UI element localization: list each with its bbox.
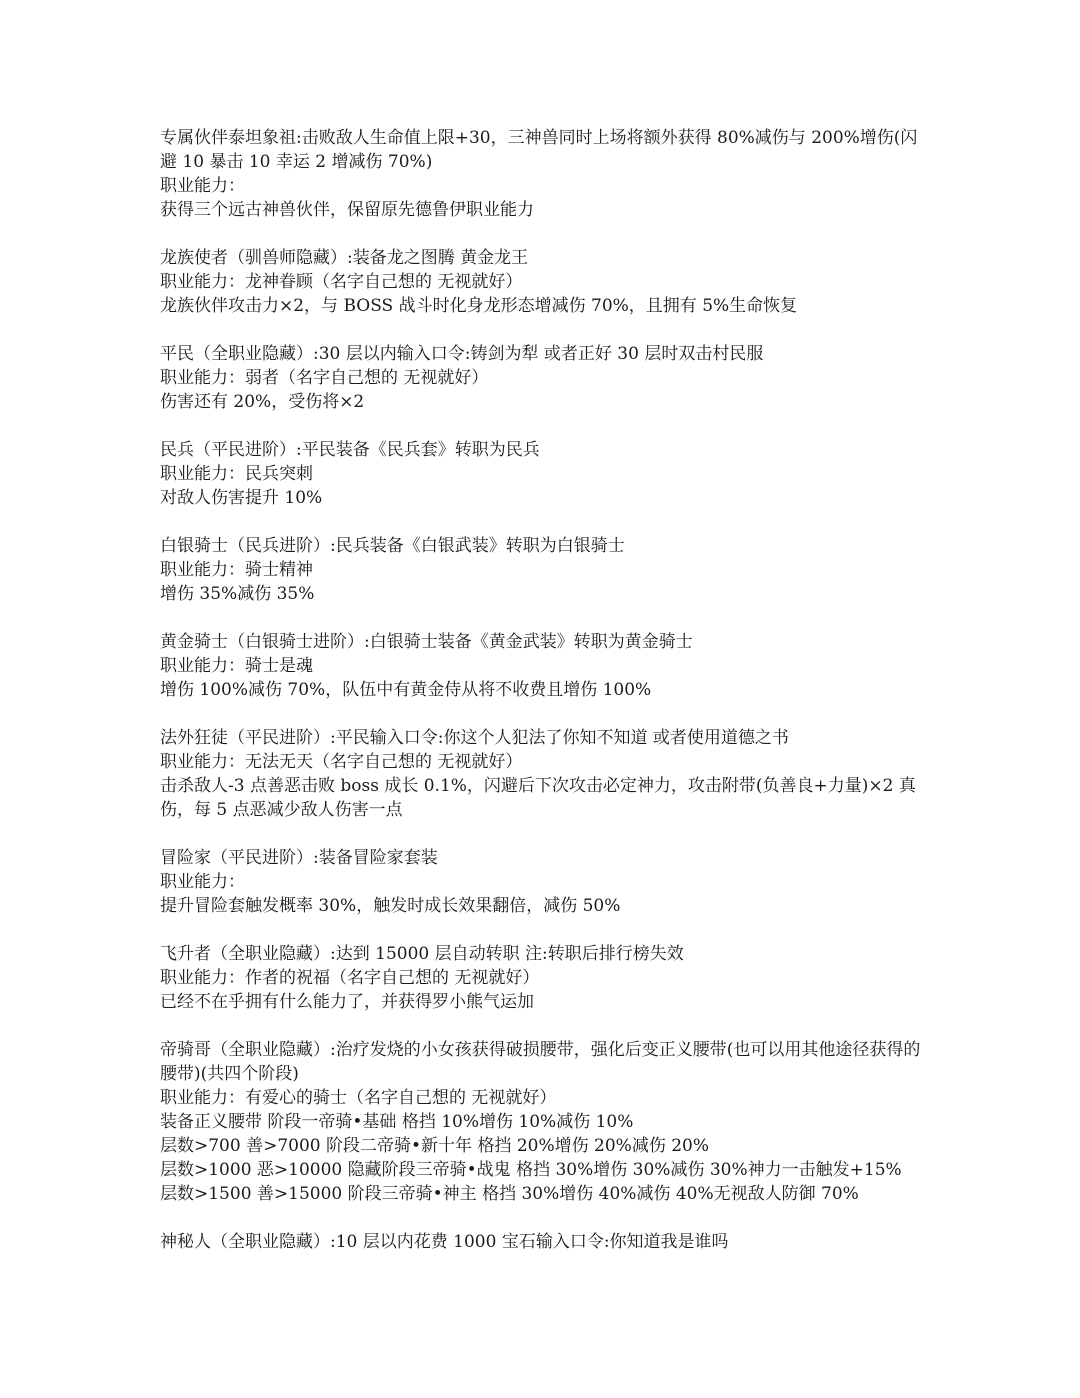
stage-line: 层数>700 善>7000 阶段二帝骑•新十年 格挡 20%增伤 20%减伤 20% xyxy=(160,1136,710,1156)
entry-heading: 法外狂徒（平民进阶）:平民输入口令:你这个人犯法了你知不知道 或者使用道德之书 xyxy=(160,728,789,748)
ability-label: 职业能力：龙神眷顾（名字自己想的 无视就好） xyxy=(160,272,523,292)
entry-ascender xyxy=(160,942,930,1014)
entry-heading: 冒险家（平民进阶）:装备冒险家套装 xyxy=(160,848,438,868)
entry-heading: 平民（全职业隐藏）:30 层以内输入口令:铸剑为犁 或者正好 30 层时双击村民服 xyxy=(160,344,764,364)
entry-titan-partner xyxy=(160,126,930,222)
entry-heading: 神秘人（全职业隐藏）:10 层以内花费 1000 宝石输入口令:你知道我是谁吗 xyxy=(160,1232,729,1252)
entry-gold-knight xyxy=(160,630,930,702)
ability-label: 职业能力： xyxy=(160,872,245,892)
entry-heading: 民兵（平民进阶）:平民装备《民兵套》转职为民兵 xyxy=(160,440,540,460)
document-page xyxy=(160,126,930,1278)
ability-description: 增伤 100%减伤 70%，队伍中有黄金侍从将不收费且增伤 100% xyxy=(160,680,652,700)
stage-line: 装备正义腰带 阶段一帝骑•基础 格挡 10%增伤 10%减伤 10% xyxy=(160,1112,634,1132)
entry-adventurer xyxy=(160,846,930,918)
ability-label: 职业能力：弱者（名字自己想的 无视就好） xyxy=(160,368,489,388)
ability-label: 职业能力：无法无天（名字自己想的 无视就好） xyxy=(160,752,523,772)
entry-dragon-envoy xyxy=(160,246,930,318)
stage-line: 层数>1000 恶>10000 隐藏阶段三帝骑•战鬼 格挡 30%增伤 30%减伤 30%神力一击触发+15% xyxy=(160,1160,902,1180)
ability-description: 提升冒险套触发概率 30%，触发时成长效果翻倍，减伤 50% xyxy=(160,896,621,916)
entry-outlaw xyxy=(160,726,930,822)
ability-description: 伤害还有 20%，受伤将×2 xyxy=(160,392,365,412)
ability-description: 增伤 35%减伤 35% xyxy=(160,584,315,604)
ability-description: 对敌人伤害提升 10% xyxy=(160,488,323,508)
entry-heading: 白银骑士（民兵进阶）:民兵装备《白银武装》转职为白银骑士 xyxy=(160,536,625,556)
entry-commoner xyxy=(160,342,930,414)
ability-label: 职业能力： xyxy=(160,176,245,196)
entry-heading: 黄金骑士（白银骑士进阶）:白银骑士装备《黄金武装》转职为黄金骑士 xyxy=(160,632,693,652)
ability-description: 已经不在乎拥有什么能力了，并获得罗小熊气运加 xyxy=(160,992,534,1012)
entry-mystery-person xyxy=(160,1230,930,1254)
ability-label: 职业能力：作者的祝福（名字自己想的 无视就好） xyxy=(160,968,540,988)
entry-silver-knight xyxy=(160,534,930,606)
entry-heading: 飞升者（全职业隐藏）:达到 15000 层自动转职 注:转职后排行榜失效 xyxy=(160,944,684,964)
entry-heading: 龙族使者（驯兽师隐藏）:装备龙之图腾 黄金龙王 xyxy=(160,248,529,268)
ability-description: 击杀敌人-3 点善恶击败 boss 成长 0.1%，闪避后下次攻击必定神力，攻击附带(负善良+力量)×2 真伤，每 5 点恶减少敌人伤害一点 xyxy=(160,776,916,820)
entry-heading: 帝骑哥（全职业隐藏）:治疗发烧的小女孩获得破损腰带，强化后变正义腰带(也可以用其他途径获得的腰带)(共四个阶段) xyxy=(160,1040,921,1084)
ability-description: 龙族伙伴攻击力×2，与 BOSS 战斗时化身龙形态增减伤 70%，且拥有 5%生命恢复 xyxy=(160,296,798,316)
ability-label: 职业能力：骑士精神 xyxy=(160,560,313,580)
entry-emperor-rider xyxy=(160,1038,930,1206)
stage-line: 层数>1500 善>15000 阶段三帝骑•神主 格挡 30%增伤 40%减伤 40%无视敌人防御 70% xyxy=(160,1184,859,1204)
entry-militia xyxy=(160,438,930,510)
ability-label: 职业能力：民兵突刺 xyxy=(160,464,313,484)
entry-heading: 专属伙伴泰坦象祖:击败敌人生命值上限+30，三神兽同时上场将额外获得 80%减伤与 200%增伤(闪避 10 暴击 10 幸运 2 增减伤 70%) xyxy=(160,128,918,172)
ability-description: 获得三个远古神兽伙伴，保留原先德鲁伊职业能力 xyxy=(160,200,534,220)
ability-label: 职业能力：有爱心的骑士（名字自己想的 无视就好） xyxy=(160,1088,557,1108)
ability-label: 职业能力：骑士是魂 xyxy=(160,656,313,676)
